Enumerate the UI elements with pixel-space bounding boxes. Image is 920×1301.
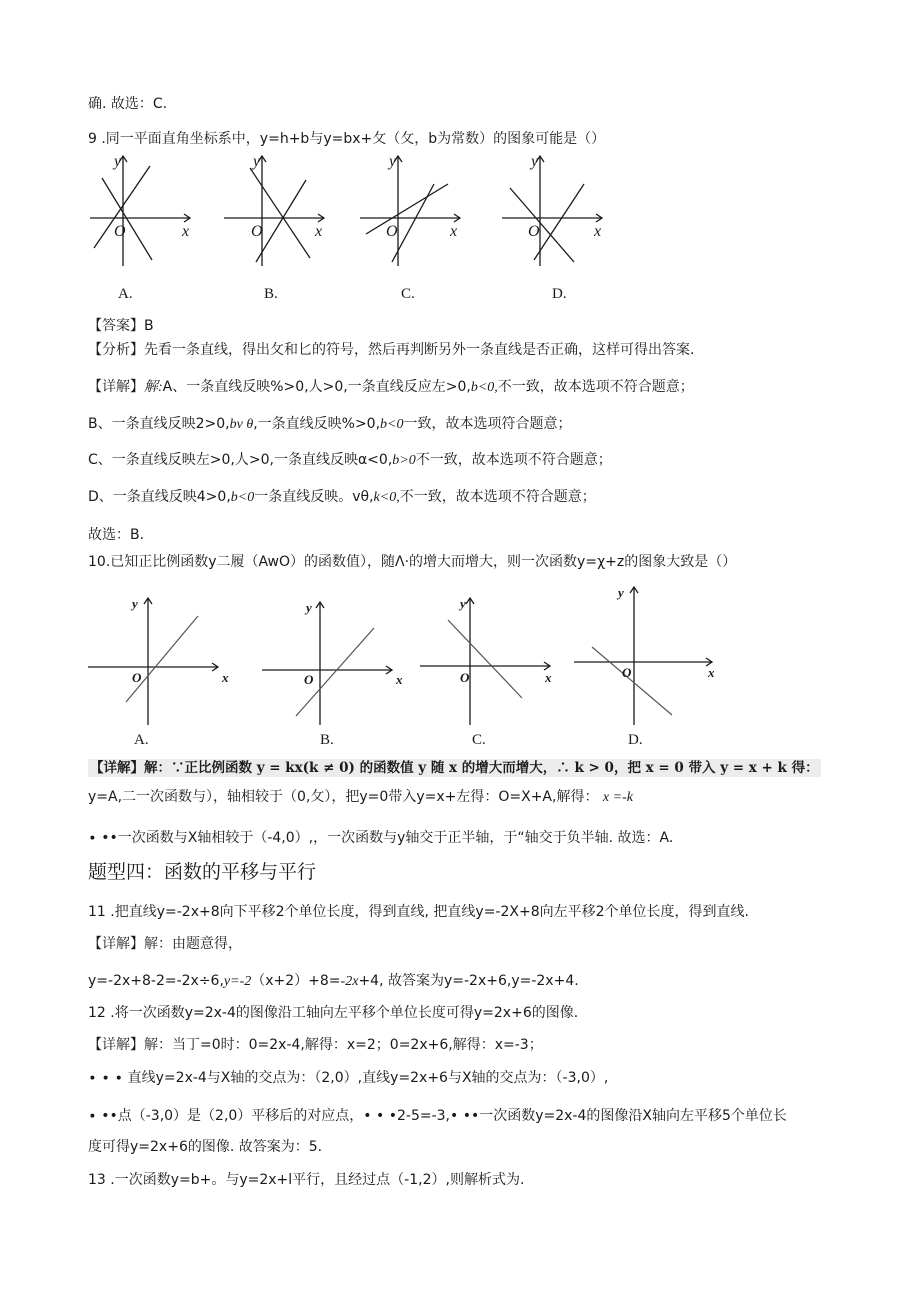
text-span: 一条直线反映。vθ, — [254, 489, 374, 505]
x-axis-label: x — [222, 670, 229, 685]
x-axis-label: x — [396, 672, 403, 687]
text-span: B、一条直线反映2>0, — [88, 416, 230, 432]
x-axis-label: x — [545, 670, 552, 685]
text-span: +4, 故答案为y=-2x+6,y=-2x+4. — [358, 973, 579, 989]
text-span: y=-2x+8-2=-2x÷6, — [88, 973, 224, 989]
text-span: ,一条直线反映%>0, — [253, 416, 381, 432]
option-label: D. — [552, 286, 567, 302]
detail-line — [88, 787, 633, 808]
y-axis-label: y — [531, 153, 539, 170]
q9-graph-c — [358, 150, 468, 305]
answer-text: 故选：B. — [88, 527, 145, 543]
y-axis-label: y — [618, 585, 624, 600]
detail-line: 【详解】解：当丁=0时：0=2x-4,解得：x=2；0=2x+6,解得：x=-3； — [88, 1037, 543, 1053]
y-axis-label: y — [460, 596, 466, 611]
question-10: 10.已知正比例函数y二履（AwO）的函数值），随Λ·的增大而增大，则一次函数y=χ+z的图象大致是（） — [88, 554, 737, 570]
detail-text: A、一条直线反映%>0,人>0,一条直线反应左>0, — [162, 379, 471, 395]
x-axis-label: x — [450, 223, 458, 240]
y-axis-label: y — [114, 153, 122, 170]
y-axis-label: y — [253, 153, 261, 170]
text-span: 不一致，故本选项不符合题意； — [399, 489, 596, 505]
math-expr: bv θ — [229, 417, 254, 432]
x-axis-label: x — [708, 665, 715, 680]
analysis-text: 【分析】先看一条直线，得出攵和匕的符号，然后再判断另外一条直线是否正确，这样可得出答案. — [88, 342, 695, 358]
math-expr: x =-k — [602, 790, 633, 805]
y-axis-label: y — [132, 596, 138, 611]
detail-highlight-text: 【详解】解：∵正比例函数 y = kx(k ≠ 0) 的函数值 y 随 x 的增大而增大，∴ k > 0，把 x = 0 带入 y = x + k 得： — [90, 760, 819, 776]
option-label: B. — [320, 732, 334, 748]
option-label: B. — [264, 286, 278, 302]
question-12: 12 .将一次函数y=2x-4的图像沿工轴向左平移个单位长度可得y=2x+6的图像. — [88, 1005, 579, 1021]
origin-label: O — [460, 670, 470, 685]
q10-graph-b — [262, 590, 407, 750]
detail-line: ∙ ••点（-3,0）是（2,0）平移后的对应点，• • •2-5=-3,• ••一次函数y=2x-4的图像沿X轴向左平移5个单位长 — [88, 1108, 787, 1124]
text-span: （x+2）+8= — [251, 973, 341, 989]
math-expr: -2x — [340, 974, 359, 989]
text-span: y=A,二一次函数与），轴相较于（0,攵），把y=0带入y=x+左得：O=X+A,解得： — [88, 789, 599, 805]
math-expr: y=-2 — [223, 974, 252, 989]
origin-label: O — [114, 223, 126, 240]
answer-line — [88, 971, 579, 992]
question-9: 9 .同一平面直角坐标系中，y=h+b与y=bx+攵（攵，b为常数）的图象可能是（） — [88, 131, 606, 147]
math-expr: b<0, — [470, 380, 498, 395]
origin-label: O — [132, 670, 142, 685]
option-d-analysis — [88, 487, 596, 508]
q10-graph-c — [420, 590, 565, 750]
text-span: D、一条直线反映4>0, — [88, 489, 231, 505]
option-label: C. — [401, 286, 415, 302]
origin-label: O — [622, 665, 632, 680]
detail-line — [88, 377, 694, 398]
origin-label: O — [528, 223, 540, 240]
detail-line: ∙ ∙ ∙ 直线y=2x-4与X轴的交点为：（2,0）,直线y=2x+6与X轴的交点为：（-3,0）, — [88, 1070, 609, 1086]
text-span: 一致，故本选项符合题意； — [403, 416, 572, 432]
origin-label: O — [304, 672, 314, 687]
q9-graph-d — [500, 150, 610, 305]
answer-line: 度可得y=2x+6的图像. 故答案为：5. — [88, 1139, 323, 1155]
option-b-analysis — [88, 414, 572, 435]
text-span: 不一致，故本选项不符合题意； — [415, 452, 612, 468]
q10-graph-d — [574, 585, 724, 750]
text-line: 确. 故选：C. — [88, 96, 168, 112]
x-axis-label: x — [594, 223, 602, 240]
text-span: C、一条直线反映左>0,人>0,一条直线反映α<0, — [88, 452, 393, 468]
option-label: A. — [134, 732, 149, 748]
option-c-analysis — [88, 450, 612, 471]
x-axis-label: x — [182, 223, 190, 240]
q10-graph-a — [88, 590, 233, 750]
option-label: D. — [628, 732, 643, 748]
origin-label: O — [386, 223, 398, 240]
question-11: 11 .把直线y=-2x+8向下平移2个单位长度，得到直线, 把直线y=-2X+8向左平移2个单位长度，得到直线. — [88, 904, 749, 920]
x-axis-label: x — [315, 223, 323, 240]
detail-label: 【详解】 — [88, 379, 144, 395]
detail-prefix: 解: — [144, 380, 163, 395]
detail-text: 不一致，故本选项不符合题意； — [497, 379, 694, 395]
detail-highlighted — [88, 758, 821, 778]
q9-graph-b — [222, 150, 332, 305]
math-expr: b<0 — [380, 417, 404, 432]
option-label: C. — [472, 732, 486, 748]
y-axis-label: y — [389, 153, 397, 170]
question-13: 13 .一次函数y=b+。与y=2x+l平行，且经过点（-1,2）,则解析式为. — [88, 1172, 525, 1188]
option-label: A. — [118, 286, 133, 302]
section-heading: 题型四：函数的平移与平行 — [88, 861, 317, 883]
conclusion-line: ∙ ••一次函数与X轴相较于（-4,0）,，一次函数与y轴交于正半轴，于“轴交于负半轴. 故选：A. — [88, 830, 674, 846]
math-expr: k<0, — [373, 490, 400, 505]
answer-label: 【答案】B — [88, 318, 154, 334]
origin-label: O — [251, 223, 263, 240]
detail-line: 【详解】解：由题意得， — [88, 936, 242, 952]
y-axis-label: y — [306, 600, 312, 615]
q9-graph-a — [88, 150, 198, 305]
math-expr: b<0 — [230, 490, 255, 505]
math-expr: b>0 — [392, 453, 416, 468]
